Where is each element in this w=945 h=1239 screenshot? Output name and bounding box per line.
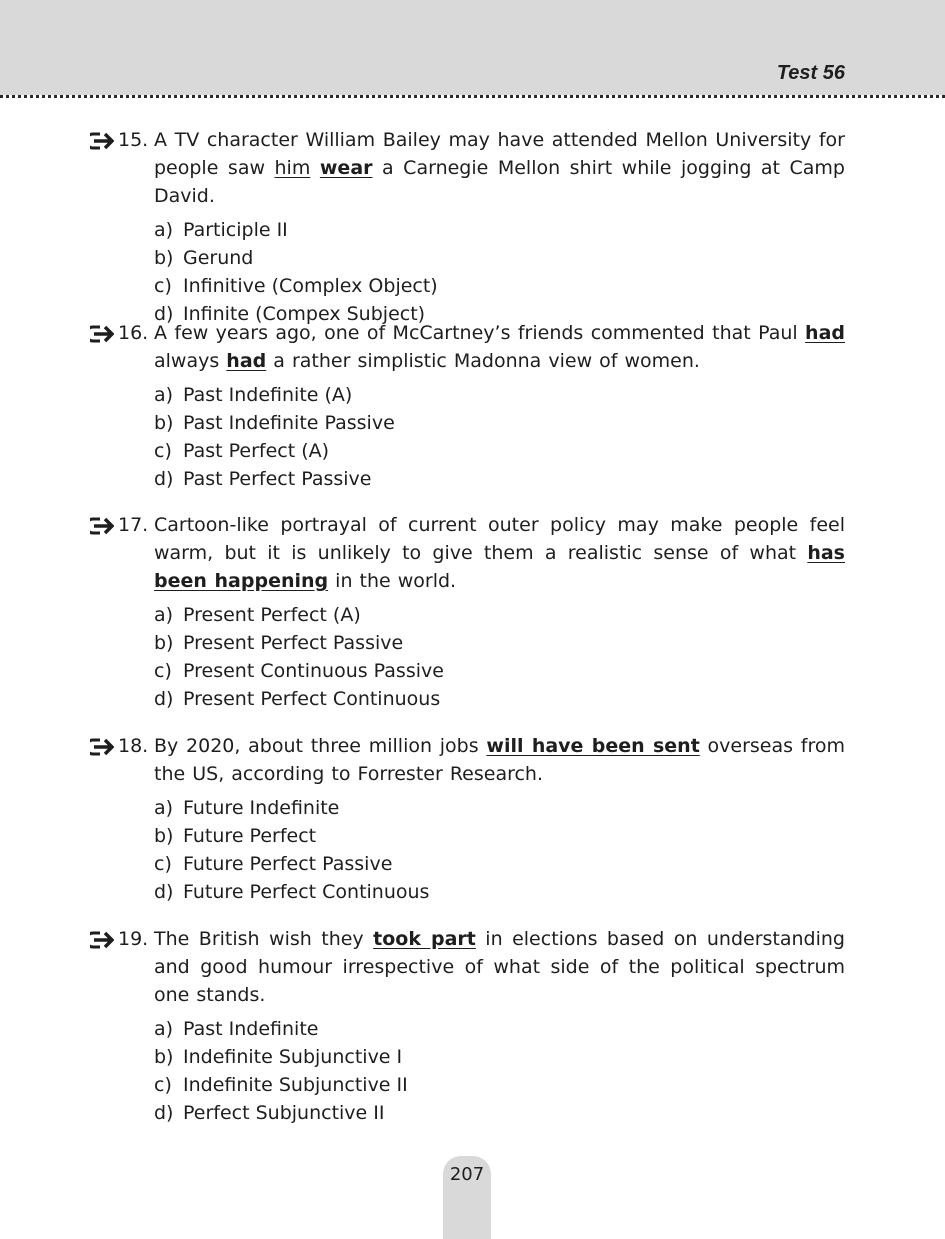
- arrow-bullet-icon: [90, 516, 114, 536]
- option-text: Past Perfect Passive: [183, 468, 372, 490]
- option-letter: a): [154, 797, 174, 819]
- question-16: [90, 319, 845, 493]
- option-text: Present Perfect Passive: [183, 632, 404, 654]
- options-list: [154, 794, 845, 906]
- text-part: A TV character William Bailey may have attended Mellon University for people saw: [154, 129, 845, 179]
- option-text: Participle II: [183, 219, 288, 241]
- option-letter: a): [154, 219, 174, 241]
- option-letter: a): [154, 384, 174, 406]
- option-c[interactable]: [154, 1071, 845, 1099]
- option-a[interactable]: [154, 1015, 845, 1043]
- option-a[interactable]: [154, 794, 845, 822]
- option-c[interactable]: [154, 272, 845, 300]
- option-a[interactable]: [154, 216, 845, 244]
- option-text: Indefinite Subjunctive II: [183, 1074, 408, 1096]
- option-d[interactable]: [154, 465, 845, 493]
- option-text: Future Perfect Continuous: [183, 881, 430, 903]
- option-text: Past Indefinite: [183, 1018, 319, 1040]
- option-text: Present Perfect Continuous: [183, 688, 441, 710]
- question-18: [90, 732, 845, 906]
- question-15: [90, 126, 845, 328]
- option-text: Present Continuous Passive: [183, 660, 444, 682]
- option-letter: d): [154, 303, 174, 325]
- text-part: in the world.: [328, 570, 457, 592]
- page-number-tab: [443, 1156, 491, 1239]
- option-text: Present Perfect (A): [183, 604, 361, 626]
- option-text: Past Indefinite (A): [183, 384, 353, 406]
- option-text: Perfect Subjunctive II: [183, 1102, 385, 1124]
- option-letter: b): [154, 1046, 174, 1068]
- option-letter: d): [154, 1102, 174, 1124]
- question-text: [154, 511, 845, 595]
- highlighted-answer: had: [226, 350, 267, 372]
- arrow-bullet-icon: [90, 324, 114, 344]
- question-number: 16.: [118, 322, 149, 344]
- header-band: [0, 0, 945, 95]
- option-a[interactable]: [154, 381, 845, 409]
- option-letter: c): [154, 440, 172, 462]
- arrow-bullet-icon: [90, 131, 114, 151]
- option-letter: a): [154, 604, 174, 626]
- option-text: Infinite (Compex Subject): [183, 303, 426, 325]
- text-part: a Carnegie Mellon shirt while jogging at Camp David.: [154, 157, 845, 207]
- question-text: [154, 126, 845, 210]
- option-letter: b): [154, 412, 174, 434]
- highlighted-answer: will have been sent: [486, 735, 700, 757]
- option-b[interactable]: [154, 409, 845, 437]
- question-19: [90, 925, 845, 1127]
- option-d[interactable]: [154, 878, 845, 906]
- option-letter: d): [154, 468, 174, 490]
- highlighted-answer: had: [805, 322, 845, 344]
- option-letter: c): [154, 275, 172, 297]
- option-letter: b): [154, 632, 174, 654]
- option-text: Indefinite Subjunctive I: [183, 1046, 403, 1068]
- text-part: Cartoon-like portrayal of current outer policy may make people feel warm, but it is unlikely to give them a realistic sense of what: [154, 514, 845, 564]
- question-number: 17.: [118, 514, 149, 536]
- arrow-bullet-icon: [90, 737, 114, 757]
- option-letter: a): [154, 1018, 174, 1040]
- option-text: Infinitive (Complex Object): [183, 275, 438, 297]
- text-part: [310, 157, 320, 179]
- option-c[interactable]: [154, 850, 845, 878]
- text-part: always: [154, 350, 227, 372]
- question-number: 15.: [118, 129, 149, 151]
- option-c[interactable]: [154, 437, 845, 465]
- text-part: overseas from the US, according to Forrester Research.: [154, 735, 846, 785]
- page-number: 207: [449, 1164, 485, 1185]
- text-part: in elections based on understanding and good humour irrespective of what side of the political spectrum one stands.: [154, 928, 845, 1006]
- text-part: By 2020, about three million jobs: [154, 735, 487, 757]
- text-part: The British wish they: [154, 928, 374, 950]
- question-text: [154, 732, 845, 788]
- option-letter: c): [154, 853, 172, 875]
- option-text: Past Perfect (A): [183, 440, 330, 462]
- option-d[interactable]: [154, 1099, 845, 1127]
- option-letter: d): [154, 688, 174, 710]
- option-b[interactable]: [154, 244, 845, 272]
- arrow-bullet-icon: [90, 930, 114, 950]
- option-text: Past Indefinite Passive: [183, 412, 395, 434]
- options-list: [154, 1015, 845, 1127]
- option-letter: b): [154, 247, 174, 269]
- option-text: Future Perfect: [183, 825, 317, 847]
- option-letter: d): [154, 881, 174, 903]
- question-number: 19.: [118, 928, 149, 950]
- question-text: [154, 925, 845, 1009]
- question-17: [90, 511, 845, 713]
- option-b[interactable]: [154, 1043, 845, 1071]
- options-list: [154, 216, 845, 328]
- question-text: [154, 319, 845, 375]
- option-text: Gerund: [183, 247, 254, 269]
- options-list: [154, 381, 845, 493]
- text-part: a rather simplistic Madonna view of women.: [266, 350, 700, 372]
- option-b[interactable]: [154, 822, 845, 850]
- option-letter: c): [154, 1074, 172, 1096]
- highlighted-answer: has been happening: [154, 542, 845, 592]
- option-a[interactable]: [154, 601, 845, 629]
- option-b[interactable]: [154, 629, 845, 657]
- underlined-word: him: [274, 157, 311, 179]
- question-number: 18.: [118, 735, 149, 757]
- text-part: A few years ago, one of McCartney’s friends commented that Paul: [154, 322, 806, 344]
- dotted-divider: [0, 95, 945, 98]
- test-label: Test 56: [776, 62, 845, 84]
- option-text: Future Perfect Passive: [183, 853, 393, 875]
- option-d[interactable]: [154, 685, 845, 713]
- option-c[interactable]: [154, 657, 845, 685]
- option-letter: c): [154, 660, 172, 682]
- option-letter: b): [154, 825, 174, 847]
- highlighted-answer: wear: [319, 157, 373, 179]
- option-text: Future Indefinite: [183, 797, 340, 819]
- highlighted-answer: took part: [373, 928, 476, 950]
- options-list: [154, 601, 845, 713]
